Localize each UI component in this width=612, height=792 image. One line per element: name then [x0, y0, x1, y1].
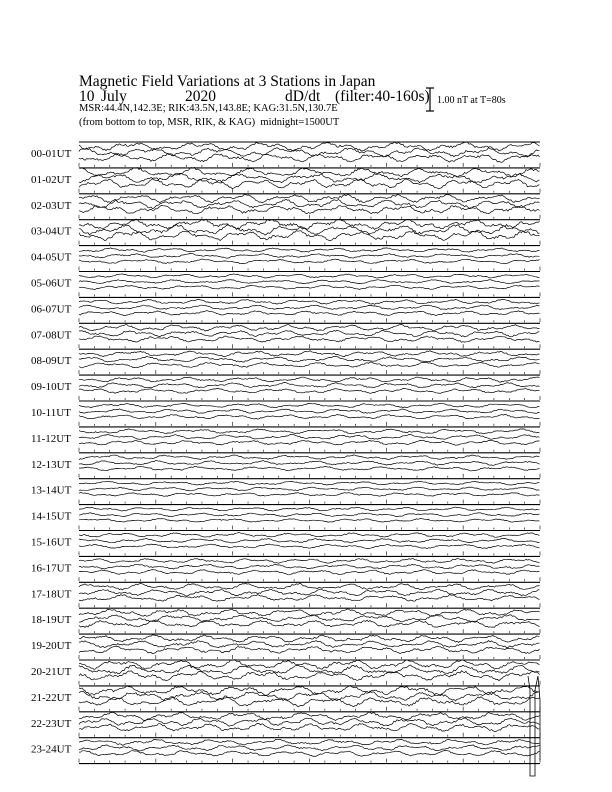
- row-01-02UT: [31, 167, 540, 193]
- row-label: 13-14UT: [31, 484, 72, 497]
- trace-MSR: [79, 414, 540, 419]
- trace-MSR: [79, 697, 540, 707]
- row-label: 00-01UT: [31, 148, 72, 160]
- row-03-04UT: [31, 219, 540, 245]
- stations-line: MSR:44.4N,142.3E; RIK:43.5N,143.8E; KAG:31.5N,130.7E: [79, 103, 338, 114]
- trace-KAG: [79, 351, 540, 357]
- trace-KAG: [79, 325, 540, 331]
- row-label: 05-06UT: [31, 277, 72, 290]
- trace-RIK: [79, 356, 540, 362]
- row-label: 09-10UT: [31, 381, 72, 394]
- trace-RIK: [79, 199, 540, 208]
- row-label: 22-23UT: [31, 717, 72, 730]
- row-label: 23-24UT: [31, 743, 72, 756]
- trace-KAG: [79, 274, 540, 278]
- row-16-17UT: [31, 556, 540, 581]
- row-15-16UT: [31, 531, 540, 556]
- trace-MSR: [79, 440, 540, 445]
- trace-RIK: [79, 435, 540, 440]
- row-21-22UT: [31, 685, 540, 710]
- row-17-18UT: [31, 582, 540, 607]
- quantity-label: dD/dt: [285, 88, 321, 105]
- trace-KAG: [79, 142, 540, 151]
- trace-RIK: [79, 513, 540, 517]
- trace-RIK: [79, 305, 540, 309]
- trace-RIK: [79, 665, 540, 674]
- trace-KAG: [79, 559, 540, 564]
- trace-RIK: [79, 745, 540, 751]
- trace-RIK: [79, 691, 540, 701]
- row-00-01UT: [31, 142, 540, 167]
- trace-RIK: [79, 280, 540, 284]
- row-label: 21-22UT: [31, 691, 72, 704]
- trace-RIK: [79, 383, 540, 388]
- row-label: 01-02UT: [31, 173, 72, 186]
- row-label: 16-17UT: [31, 562, 72, 575]
- trace-KAG: [79, 219, 540, 230]
- trace-RIK: [79, 148, 540, 157]
- rows-layer: [31, 142, 540, 764]
- trace-KAG: [79, 377, 540, 382]
- row-18-19UT: [31, 608, 540, 633]
- trace-KAG: [79, 712, 540, 720]
- row-08-09UT: [31, 349, 540, 374]
- chart-title: Magnetic Field Variations at 3 Stations in Japan: [79, 73, 376, 90]
- trace-RIK: [79, 641, 540, 648]
- trace-RIK: [79, 487, 540, 491]
- order-note: (from bottom to top, MSR, RIK, & KAG): [79, 117, 256, 128]
- row-04-05UT: [31, 246, 540, 271]
- trace-MSR: [79, 285, 540, 289]
- row-label: 14-15UT: [31, 510, 72, 523]
- row-label: 08-09UT: [31, 355, 72, 368]
- trace-MSR: [79, 723, 540, 731]
- trace-KAG: [79, 660, 540, 670]
- row-07-08UT: [31, 323, 540, 348]
- trace-MSR: [79, 518, 540, 522]
- row-label: 07-08UT: [31, 329, 72, 342]
- trace-MSR: [79, 646, 540, 654]
- row-label: 02-03UT: [31, 199, 72, 212]
- trace-MSR: [79, 311, 540, 316]
- trace-MSR: [79, 544, 540, 549]
- trace-KAG: [79, 455, 540, 460]
- trace-KAG: [79, 739, 540, 745]
- trace-KAG: [79, 248, 540, 252]
- trace-KAG: [79, 299, 540, 304]
- row-label: 04-05UT: [31, 251, 72, 264]
- trace-MSR: [79, 336, 540, 342]
- trace-KAG: [79, 403, 540, 408]
- trace-MSR: [79, 259, 540, 264]
- row-12-13UT: [31, 453, 540, 478]
- trace-MSR: [79, 671, 540, 681]
- row-09-10UT: [31, 375, 540, 400]
- row-label: 10-11UT: [31, 407, 71, 419]
- row-20-21UT: [31, 660, 540, 685]
- row-23-24UT: [31, 738, 540, 763]
- row-label: 18-19UT: [31, 614, 72, 627]
- row-19-20UT: [31, 634, 540, 659]
- trace-KAG: [79, 635, 540, 643]
- row-label: 20-21UT: [31, 666, 72, 678]
- trace-MSR: [79, 750, 540, 756]
- trace-RIK: [79, 564, 540, 569]
- date-year: 2020: [185, 88, 216, 105]
- trace-KAG: [79, 167, 540, 177]
- trace-MSR: [79, 362, 540, 368]
- trace-RIK: [79, 589, 540, 596]
- row-label: 12-13UT: [31, 458, 72, 471]
- row-label: 06-07UT: [31, 303, 72, 316]
- trace-KAG: [79, 685, 540, 695]
- row-22-23UT: [31, 712, 540, 737]
- row-14-15UT: [31, 505, 540, 530]
- row-label: 17-18UT: [31, 588, 72, 601]
- row-label: 11-12UT: [31, 432, 71, 445]
- trace-MSR: [79, 570, 540, 575]
- trace-KAG: [79, 481, 540, 485]
- row-05-06UT: [31, 272, 540, 297]
- trace-KAG: [79, 609, 540, 617]
- midnight-note: midnight=1500UT: [260, 117, 340, 128]
- trace-MSR: [79, 595, 540, 602]
- row-02-03UT: [31, 194, 540, 219]
- trace-RIK: [79, 253, 540, 258]
- trace-RIK: [79, 330, 540, 337]
- trace-MSR: [79, 205, 540, 214]
- trace-KAG: [79, 533, 540, 538]
- date-day: 10: [79, 88, 95, 105]
- trace-RIK: [79, 461, 540, 466]
- trace-RIK: [79, 409, 540, 414]
- trace-KAG: [79, 194, 540, 202]
- trace-MSR: [79, 388, 540, 393]
- trace-MSR: [79, 153, 540, 162]
- row-label: 03-04UT: [31, 225, 72, 238]
- trace-MSR: [79, 466, 540, 471]
- trace-KAG: [79, 429, 540, 434]
- trace-KAG: [79, 507, 540, 511]
- scale-bar-label: 1.00 nT at T=80s: [437, 95, 506, 106]
- row-06-07UT: [31, 297, 540, 322]
- scale-bar: [426, 88, 434, 111]
- trace-KAG: [79, 583, 540, 590]
- date-month: July: [101, 88, 127, 105]
- filter-label: (filter:40-160s): [335, 88, 430, 105]
- row-10-11UT: [31, 401, 540, 426]
- row-11-12UT: [31, 427, 540, 452]
- row-13-14UT: [31, 479, 540, 504]
- trace-RIK: [79, 538, 540, 543]
- trace-MSR: [79, 493, 540, 497]
- row-label: 15-16UT: [31, 536, 72, 549]
- row-label: 19-20UT: [31, 640, 72, 653]
